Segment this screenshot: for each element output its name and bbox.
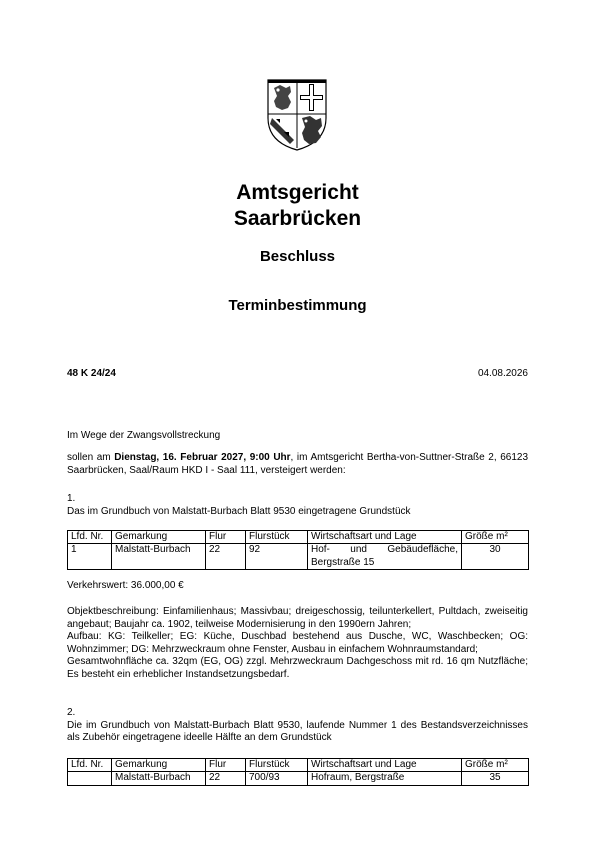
auction-appointment [67,452,528,477]
col-flurstueck: Flurstück [246,531,308,544]
court-name-line2: Saarbrücken [233,207,362,230]
cell-groesse: 30 [462,544,529,570]
appointment-date-time: Dienstag, 16. Februar 2027, 9:00 Uhr [114,452,291,463]
object-description-line: Aufbau: KG: Teilkeller; EG: Küche, Duschbad bestehend aus Dusche, WC, Waschbecken; OG: Wohnzimmer; DG: Mehrzweckraum ohne Fenster, Ausbau in einfachem Wohnraumstandard; [67,631,528,655]
cell-flur: 22 [206,772,246,785]
col-flurstueck: Flurstück [246,759,308,772]
col-groesse: Größe m² [462,531,529,544]
cell-flurstueck: 92 [246,544,308,570]
item2-property-table [67,758,529,786]
cell-flurstueck: 700/93 [246,772,308,785]
cell-flur: 22 [206,544,246,570]
court-name-line1: Amtsgericht [236,181,359,204]
cell-gemarkung: Malstatt-Burbach [112,544,206,570]
col-flur: Flur [206,531,246,544]
cell-groesse: 35 [462,772,529,785]
table-header-row [68,759,529,772]
cell-lage-line1: Hof- und Gebäudefläche, [311,544,458,556]
table-row [68,772,529,785]
col-lfd-nr: Lfd. Nr. [68,759,112,772]
cell-gemarkung: Malstatt-Burbach [112,772,206,785]
col-gemarkung: Gemarkung [112,531,206,544]
item1-header [67,493,528,518]
col-lage: Wirtschaftsart und Lage [308,531,462,544]
col-groesse: Größe m² [462,759,529,772]
appointment-post: , im Amtsgericht Bertha-von-Suttner-Straße 2, 66123 Saarbrücken, Saal/Raum HKD I - Saal 111, versteigert werden: [67,452,529,476]
file-number: 48 K 24/24 [67,368,116,379]
item2-header [67,707,528,745]
item1-property-table [67,530,529,570]
coat-of-arms-logo [264,76,330,152]
cell-lage: Hofraum, Bergstraße [308,772,462,785]
subject-heading: Terminbestimmung [228,297,367,314]
col-lfd-nr: Lfd. Nr. [68,531,112,544]
item1-number: 1. [67,493,76,504]
intro-line: Im Wege der Zwangsvollstreckung [67,430,221,441]
decision-heading: Beschluss [259,248,336,265]
item2-description: Die im Grundbuch von Malstatt-Burbach Blatt 9530, laufende Nummer 1 des Bestandsverzeichnisses als Zubehör eingetragene ideelle Hälfte an dem Grundstück [67,719,528,744]
appointment-pre: sollen am [67,452,115,463]
reference-line [67,368,528,379]
col-gemarkung: Gemarkung [112,759,206,772]
object-description [67,606,528,682]
object-description-line: Objektbeschreibung: Einfamilienhaus; Massivbau; dreigeschossig, teilunterkellert, Pultdach, zweiseitig angebaut; Baujahr ca. 1902, teilweise Modernisierung in den 1990ern Jahren; [67,606,528,630]
col-lage: Wirtschaftsart und Lage [308,759,462,772]
object-description-line: Gesamtwohnfläche ca. 32qm (EG, OG) zzgl. Mehrzweckraum Dachgeschoss mit rd. 16 qm Nutzfläche; Es besteht ein erheblicher Instandsetzungsbedarf. [67,656,528,680]
item1-description: Das im Grundbuch von Malstatt-Burbach Blatt 9530 eingetragene Grundstück [67,505,411,517]
cell-lfd-nr: 1 [68,544,112,570]
item2-number: 2. [67,707,76,718]
cell-lage-line2: Bergstraße 15 [311,556,375,568]
col-flur: Flur [206,759,246,772]
cell-lfd-nr [68,772,112,785]
document-date: 04.08.2026 [477,368,528,379]
cell-lage [308,544,462,570]
table-header-row [68,531,529,544]
table-row [68,544,529,570]
market-value: Verkehrswert: 36.000,00 € [67,580,184,591]
